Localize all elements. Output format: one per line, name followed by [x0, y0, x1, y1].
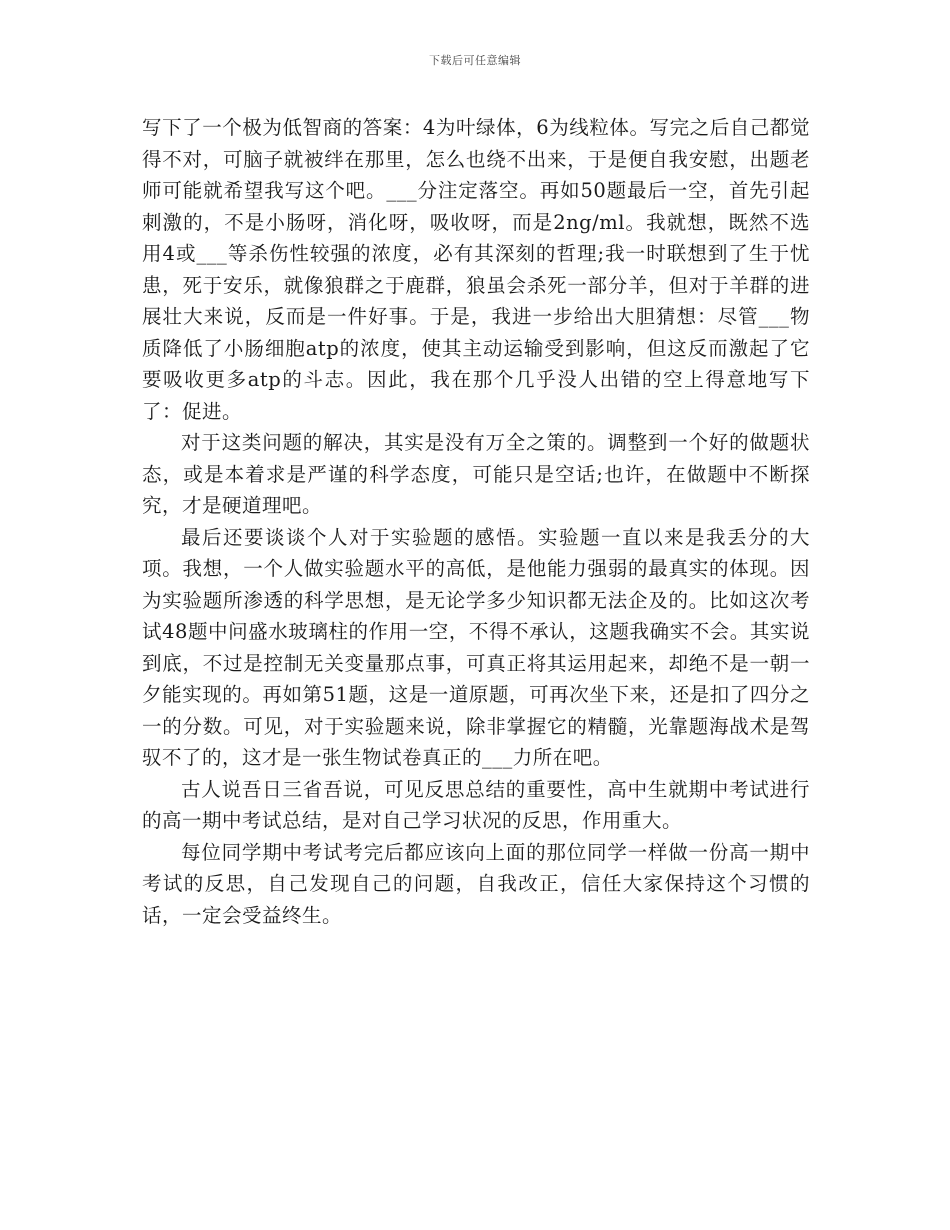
- paragraph-4: 古人说吾日三省吾说，可见反思总结的重要性，高中生就期中考试进行的高一期中考试总结，是对自己学习状况的反思，作用重大。: [142, 777, 810, 832]
- document-body: [142, 112, 810, 931]
- paragraph-5: 每位同学期中考试考完后都应该向上面的那位同学一样做一份高一期中考试的反思，自己发现自己的问题，自我改正，信任大家保持这个习惯的话，一定会受益终生。: [142, 840, 810, 927]
- paragraph-2: 对于这类问题的解决，其实是没有万全之策的。调整到一个好的做题状态，或是本着求是严谨的科学态度，可能只是空话;也许，在做题中不断探究，才是硬道理吧。: [142, 431, 810, 517]
- paragraph-1: 写下了一个极为低智商的答案：4为叶绿体，6为线粒体。写完之后自己都觉得不对，可脑子就被绊在那里，怎么也绕不出来，于是便自我安慰，出题老师可能就希望我写这个吧。___分注定落空。再如50题最后一空，首先引起刺激的，不是小肠呀，消化呀，吸收呀，而是2ng/ml。我就想，既然不选用4或___等杀伤性较强的浓度，必有其深刻的哲理;我一时联想到了生于忧患，死于安乐，就像狼群之于鹿群，狼虽会杀死一部分羊，但对于羊群的进展壮大来说，反而是一件好事。于是，我进一步给出大胆猜想：尽管___物质降低了小肠细胞atp的浓度，使其主动运输受到影响，但这反而激起了它要吸收更多atp的斗志。因此，我在那个几乎没人出错的空上得意地写下了：促进。: [142, 116, 810, 423]
- paragraph-3: 最后还要谈谈个人对于实验题的感悟。实验题一直以来是我丢分的大项。我想，一个人做实验题水平的高低，是他能力强弱的最真实的体现。因为实验题所渗透的科学思想，是无论学多少知识都无法企及的。比如这次考试48题中问盛水玻璃柱的作用一空，不得不承认，这题我确实不会。其实说到底，不过是控制无关变量那点事，可真正将其运用起来，却绝不是一朝一夕能实现的。再如第51题，这是一道原题，可再次坐下来，还是扣了四分之一的分数。可见，对于实验题来说，除非掌握它的精髓，光靠题海战术是驾驭不了的，这才是一张生物试卷真正的___力所在吧。: [142, 525, 810, 769]
- page-header: 下载后可任意编辑: [429, 54, 521, 67]
